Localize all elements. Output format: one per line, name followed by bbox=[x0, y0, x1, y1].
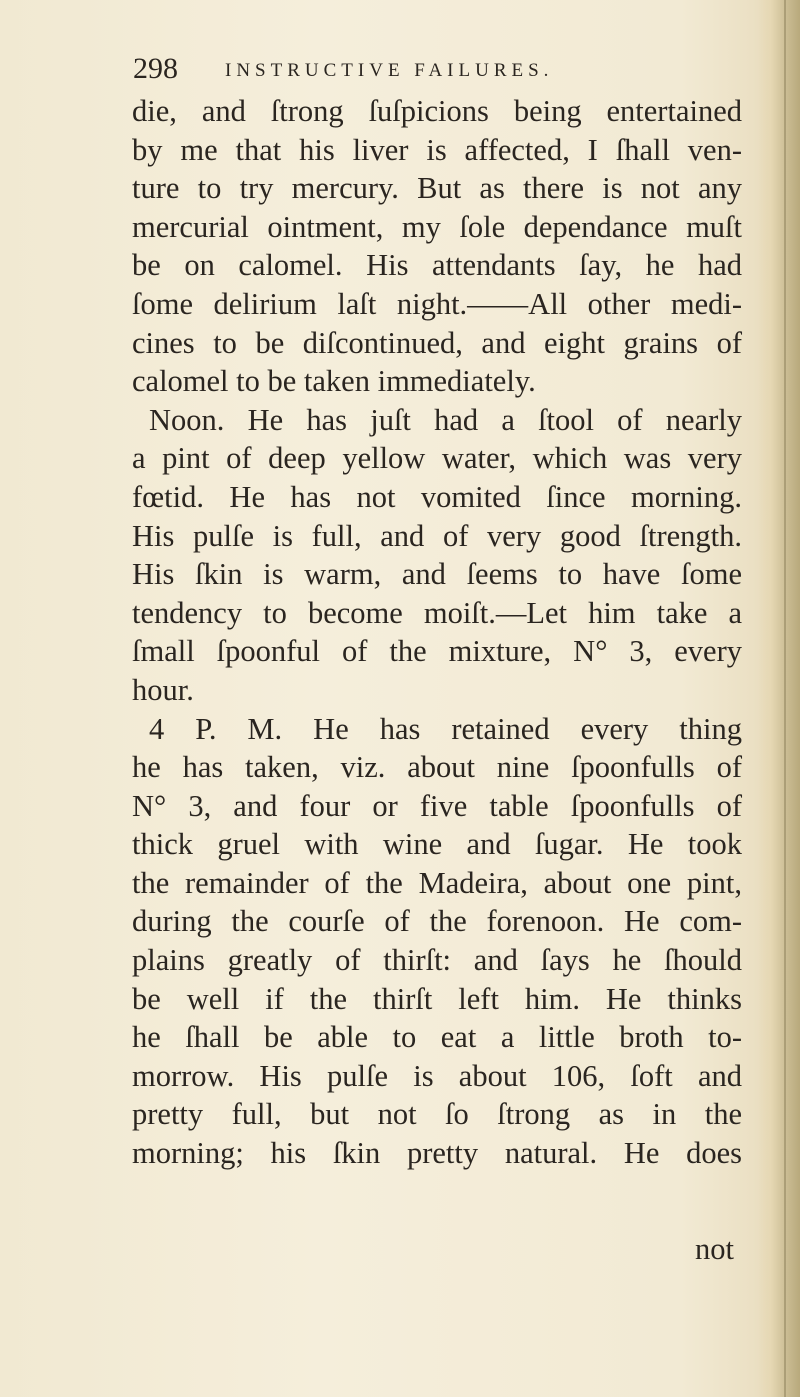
text-line: His ſkin is warm, and ſeems to have ſome bbox=[132, 557, 742, 592]
text-line: a pint of deep yellow water, which was very bbox=[132, 441, 742, 476]
text-line: be well if the thirſt left him. He thinks bbox=[132, 981, 742, 1016]
text-line: thick gruel with wine and ſugar. He took bbox=[132, 827, 742, 862]
text-line: ture to try mercury. But as there is not any bbox=[132, 171, 742, 206]
text-line: morrow. His pulſe is about 106, ſoft and bbox=[132, 1058, 742, 1093]
text-line: be on calomel. His attendants ſay, he had bbox=[132, 248, 742, 283]
text-line: the remainder of the Madeira, about one pint, bbox=[132, 865, 742, 900]
text-line: calomel to be taken immediately. bbox=[132, 364, 536, 399]
text-line: Noon. He has juſt had a ſtool of nearly bbox=[149, 402, 742, 437]
text-line: mercurial ointment, my ſole dependance muſt bbox=[132, 209, 742, 244]
page-edge-shadow bbox=[758, 0, 800, 1397]
text-line: morning; his ſkin pretty natural. He does bbox=[132, 1136, 742, 1171]
text-line: ſmall ſpoonful of the mixture, N° 3, every bbox=[132, 634, 742, 669]
text-line: by me that his liver is affected, I ſhall ven- bbox=[132, 132, 742, 167]
text-line: His pulſe is full, and of very good ſtrength. bbox=[132, 518, 742, 553]
text-line: die, and ſtrong ſuſpicions being entertained bbox=[132, 94, 742, 128]
body-text bbox=[132, 92, 742, 1173]
text-line: N° 3, and four or five table ſpoonfulls of bbox=[132, 788, 742, 823]
page-header bbox=[133, 46, 653, 90]
catchword: not bbox=[695, 1232, 734, 1266]
text-line: during the courſe of the forenoon. He com- bbox=[132, 904, 742, 939]
page-number: 298 bbox=[133, 52, 178, 85]
text-line: ſome delirium laſt night.——All other medi- bbox=[132, 286, 742, 321]
text-line: 4 P. M. He has retained every thing bbox=[149, 711, 742, 746]
text-line: he ſhall be able to eat a little broth to- bbox=[132, 1020, 742, 1055]
text-line: tendency to become moiſt.—Let him take a bbox=[132, 595, 742, 630]
text-line: cines to be diſcontinued, and eight grains of bbox=[132, 325, 742, 360]
text-line: hour. bbox=[132, 672, 194, 707]
text-line: plains greatly of thirſt: and ſays he ſhould bbox=[132, 943, 742, 978]
text-line: fœtid. He has not vomited ſince morning. bbox=[132, 479, 742, 514]
page-edge-line bbox=[784, 0, 786, 1397]
text-line: pretty full, but not ſo ſtrong as in the bbox=[132, 1097, 742, 1132]
text-line: he has taken, viz. about nine ſpoonfulls of bbox=[132, 750, 742, 785]
running-head: INSTRUCTIVE FAILURES. bbox=[225, 60, 554, 81]
